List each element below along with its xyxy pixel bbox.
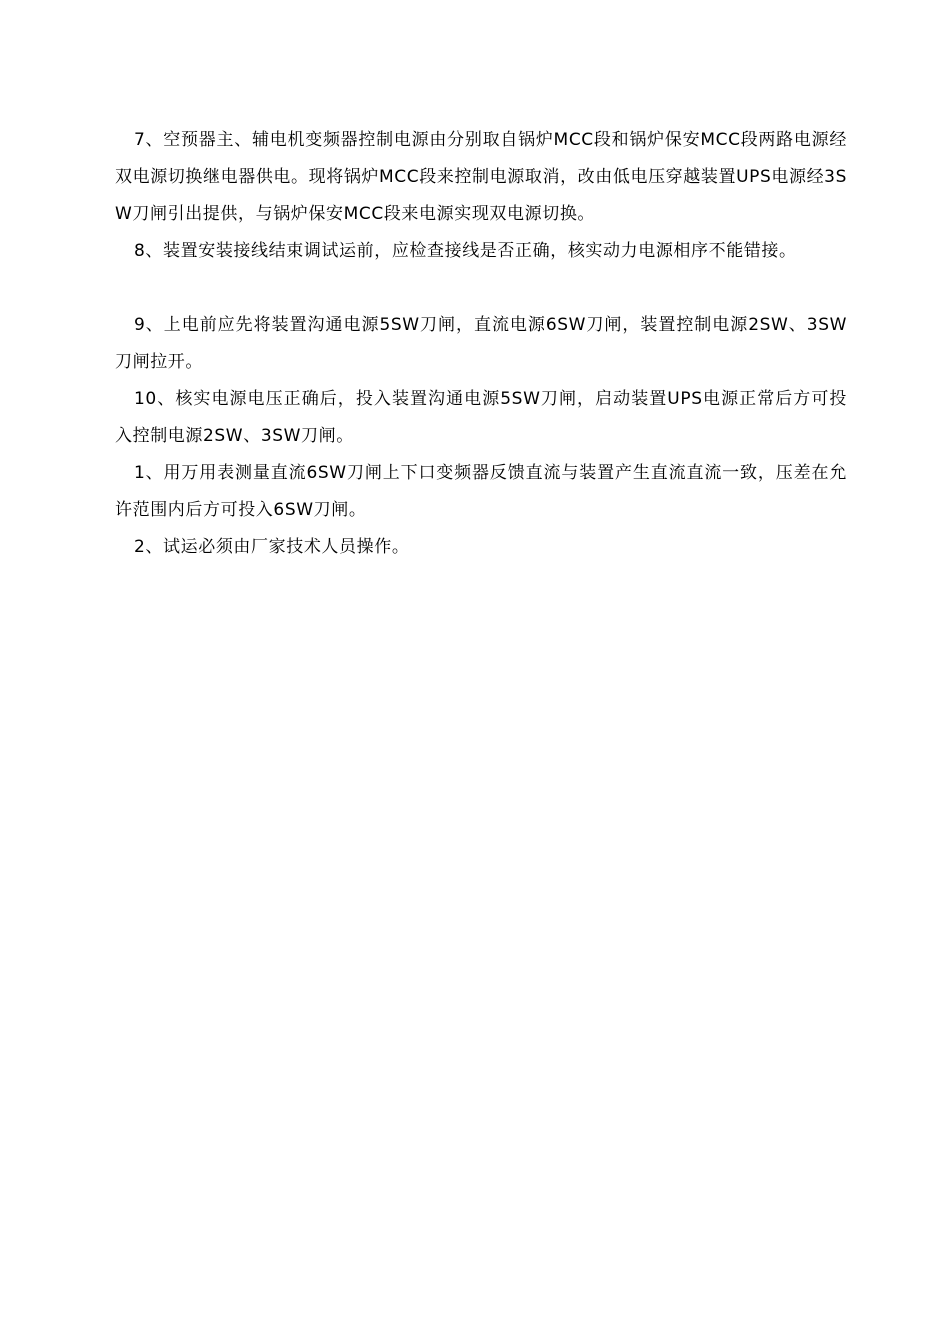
paragraph-item-10: 10、核实电源电压正确后，投入装置沟通电源5SW刀闸，启动装置UPS电源正常后方可投入控制电源2SW、3SW刀闸。 xyxy=(115,389,847,446)
paragraph-item-9: 9、上电前应先将装置沟通电源5SW刀闸，直流电源6SW刀闸，装置控制电源2SW、3SW刀闸拉开。 xyxy=(115,315,847,372)
document-body xyxy=(115,122,847,566)
paragraph-item-7: 7、空预器主、辅电机变频器控制电源由分别取自锅炉MCC段和锅炉保安MCC段两路电源经双电源切换继电器供电。现将锅炉MCC段来控制电源取消，改由低电压穿越装置UPS电源经3SW刀闸引出提供，与锅炉保安MCC段来电源实现双电源切换。 xyxy=(115,130,847,224)
paragraph-item-8: 8、装置安装接线结束调试运前，应检查接线是否正确，核实动力电源相序不能错接。 xyxy=(134,241,797,261)
paragraph-item-1: 1、用万用表测量直流6SW刀闸上下口变频器反馈直流与装置产生直流直流一致，压差在允许范围内后方可投入6SW刀闸。 xyxy=(115,463,847,520)
paragraph-item-2: 2、试运必须由厂家技术人员操作。 xyxy=(134,537,410,557)
